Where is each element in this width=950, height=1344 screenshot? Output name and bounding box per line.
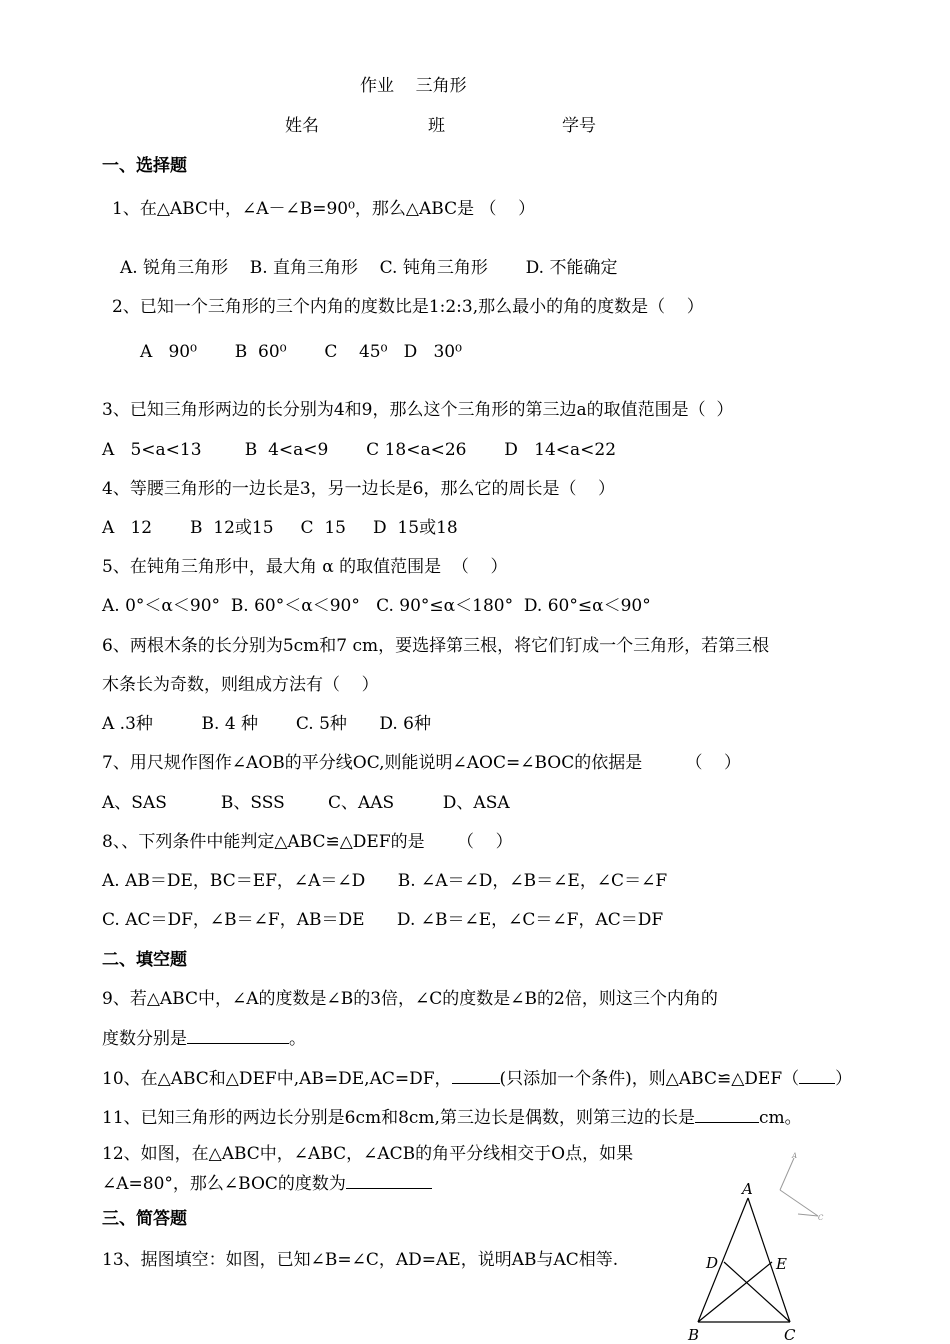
class-label: 班 <box>428 116 445 136</box>
section-heading-choice: 一、选择题 <box>102 156 187 176</box>
question-5: 5、在钝角三角形中，最大角 α 的取值范围是 （ ） <box>102 557 508 577</box>
question-8-options-2: C. AC＝DF，∠B＝∠F，AB＝DE D. ∠B＝∠E，∠C＝∠F，AC＝DF <box>102 910 664 930</box>
question-12-text: ∠A=80°，那么∠BOC的度数为 <box>102 1174 346 1194</box>
question-6-line-2: 木条长为奇数，则组成方法有（ ） <box>102 675 379 695</box>
label-e: E <box>776 1255 787 1273</box>
question-11 <box>102 1106 802 1129</box>
question-3: 3、已知三角形两边的长分别为4和9，那么这个三角形的第三边a的取值范围是（ ） <box>102 400 734 420</box>
question-9-line-2 <box>102 1027 306 1050</box>
question-4-options: A 12 B 12或15 C 15 D 15或18 <box>102 518 458 538</box>
question-3-options: A 5<a<13 B 4<a<9 C 18<a<26 D 14<a<22 <box>102 440 617 460</box>
question-10-text-3: ） <box>835 1069 853 1089</box>
question-4: 4、等腰三角形的一边长是3，另一边长是6，那么它的周长是（ ） <box>102 479 616 499</box>
label-d: D <box>706 1254 719 1272</box>
question-6-line-1: 6、两根木条的长分别为5cm和7 cm，要选择第三根，将它们钉成一个三角形，若第三根 <box>102 636 770 656</box>
question-10-text-2: (只添加一个条件)，则△ABC≌△DEF（ <box>499 1069 800 1089</box>
answer-blank-10a <box>452 1067 500 1084</box>
section-heading-short-answer: 三、简答题 <box>102 1209 187 1229</box>
small-figure-label-a: A <box>792 1152 798 1160</box>
answer-blank-11 <box>695 1106 759 1123</box>
question-9-text: 度数分别是 <box>102 1029 187 1049</box>
question-2-options: A 90⁰ B 60⁰ C 45⁰ D 30⁰ <box>140 342 462 362</box>
label-b: B <box>688 1326 700 1342</box>
name-label: 姓名 <box>285 116 319 136</box>
question-2: 2、已知一个三角形的三个内角的度数比是1:2:3,那么最小的角的度数是（ ） <box>112 297 704 317</box>
question-10-text-1: 10、在△ABC和△DEF中,AB=DE,AC=DF， <box>102 1069 452 1089</box>
triangle-figure <box>680 1178 820 1342</box>
page-title: 作业 三角形 <box>360 76 467 96</box>
answer-blank-10b <box>799 1067 835 1084</box>
question-7: 7、用尺规作图作∠AOB的平分线OC,则能说明∠AOC=∠BOC的依据是 （ ） <box>102 753 742 773</box>
question-1: 1、在△ABC中，∠A－∠B=90⁰，那么△ABC是 （ ） <box>112 199 536 219</box>
question-13: 13、据图填空：如图，已知∠B=∠C，AD=AE，说明AB与AC相等. <box>102 1250 619 1270</box>
label-a: A <box>742 1180 753 1198</box>
question-7-options: A、SAS B、SSS C、AAS D、ASA <box>102 793 510 813</box>
question-8: 8、、下列条件中能判定△ABC≌△DEF的是 （ ） <box>102 832 513 852</box>
question-10 <box>102 1067 852 1090</box>
question-1-options: A. 锐角三角形 B. 直角三角形 C. 钝角三角形 D. 不能确定 <box>120 258 618 278</box>
question-9-end: 。 <box>289 1029 306 1049</box>
small-figure-label-c: C <box>818 1214 824 1222</box>
question-9-line-1: 9、若△ABC中，∠A的度数是∠B的3倍，∠C的度数是∠B的2倍，则这三个内角的 <box>102 989 718 1009</box>
answer-blank-9 <box>187 1027 289 1044</box>
question-6-options: A .3种 B. 4 种 C. 5种 D. 6种 <box>102 714 431 734</box>
question-11-text-2: cm。 <box>758 1108 802 1128</box>
label-c: C <box>784 1326 796 1342</box>
question-12-line-1: 12、如图，在△ABC中，∠ABC，∠ACB的角平分线相交于O点，如果 <box>102 1144 634 1164</box>
answer-blank-12 <box>346 1172 432 1189</box>
student-id-label: 学号 <box>562 116 596 136</box>
question-11-text-1: 11、已知三角形的两边长分别是6cm和8cm,第三边长是偶数，则第三边的长是 <box>102 1108 695 1128</box>
question-12-line-2 <box>102 1172 432 1195</box>
section-heading-fill: 二、填空题 <box>102 950 187 970</box>
question-8-options-1: A. AB＝DE，BC＝EF，∠A＝∠D B. ∠A＝∠D，∠B＝∠E，∠C＝∠F <box>102 871 668 891</box>
question-5-options: A. 0°＜α＜90° B. 60°＜α＜90° C. 90°≤α＜180° D. 60°≤α＜90° <box>102 596 651 616</box>
